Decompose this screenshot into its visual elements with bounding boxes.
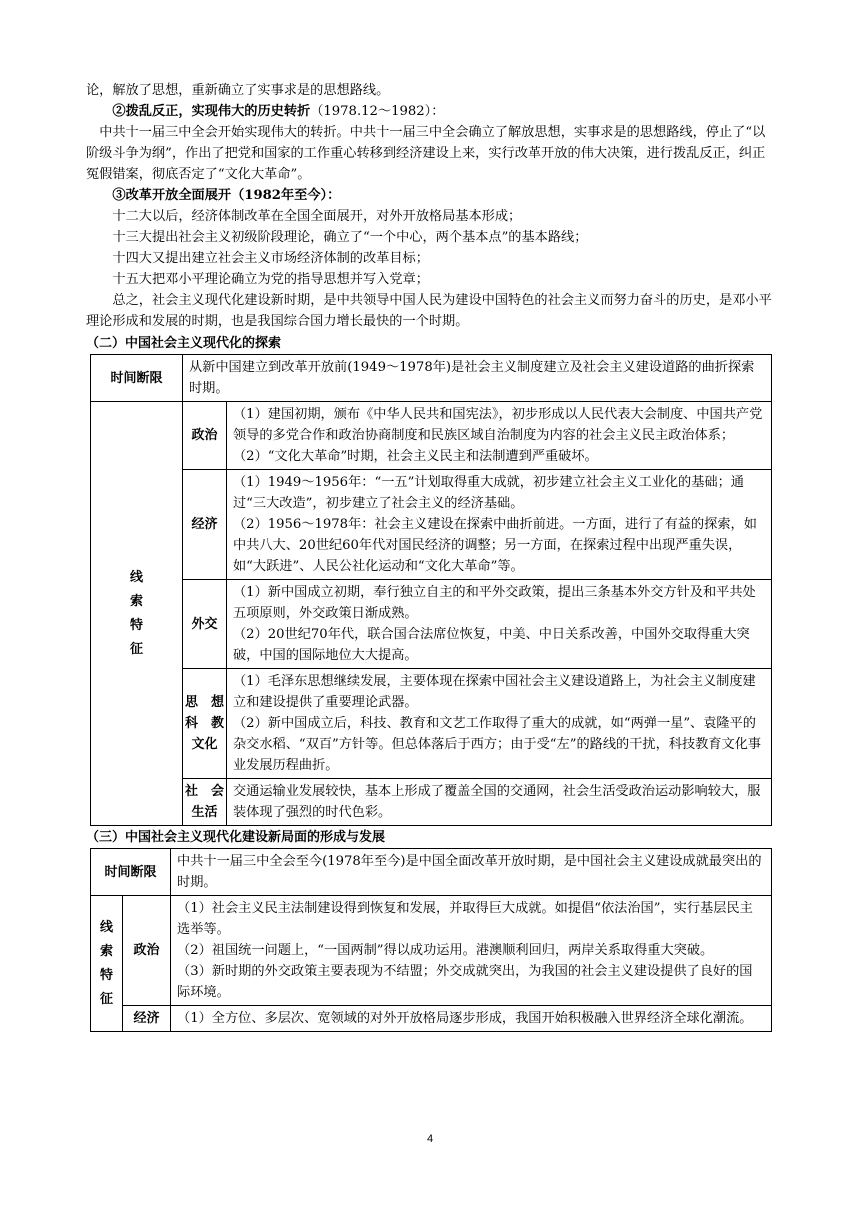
features-label-char: 索 [129,593,143,609]
row-label-diplomacy: 外交 [183,580,227,669]
row-paragraph: （2）“文化大革命”时期，社会主义民主和法制遭到严重破坏。 [233,449,598,464]
table-row [91,849,772,896]
row-paragraph: （1）新中国成立初期，奉行独立自主的和平外交政策，提出三条基本外交方针及和平共处五项原则，外交政策日渐成熟。 [233,585,756,621]
heading-turning-point-date: （1978.12～1982）： [310,104,445,119]
features-label-char: 线 [129,569,143,585]
heading-reform: ③改革开放全面展开（1982年至今）： [112,188,341,203]
row-body-economy [227,470,772,580]
section-2-table [90,354,772,826]
row-body-politics [171,896,772,1006]
section-3-title: （三）中国社会主义现代化建设新局面的形成与发展 [86,830,386,845]
period-label: 时间断限 [91,355,183,402]
row-label-economy: 经济 [123,1006,171,1032]
table-row [91,470,772,580]
row-body-diplomacy [227,580,772,669]
row-paragraph: （2）祖国统一问题上，“一国两制”得以成功运用。港澳顺利回归，两岸关系取得重大突破。 [177,943,714,958]
row-paragraph: （2）20世纪70年代，联合国合法席位恢复，中美、中日关系改善，中国外交取得重大突破，中国的国际地位大大提高。 [233,627,750,663]
row-label-line: 科 教 [185,716,225,731]
table-row [91,402,772,470]
row-paragraph: （3）新时期的外交政策主要表现为不结盟；外交成就突出，为我国的社会主义建设提供了良好的国际环境。 [177,964,753,1000]
row-label-line: 生活 [191,805,218,820]
reform-line-2: 十三大提出社会主义初级阶段理论，确立了“一个中心，两个基本点”的基本路线； [112,230,588,245]
row-label-line: 社 会 [185,784,225,799]
document-page [86,80,778,1032]
table-row [91,355,772,402]
features-label-char: 征 [129,641,143,657]
row-paragraph: （1）建国初期，颁布《中华人民共和国宪法》，初步形成以人民代表大会制度、中国共产党领导的多党合作和政治协商制度和民族区域自治制度为内容的社会主义民主政治体系； [233,407,763,443]
row-label-line: 文化 [191,737,218,752]
row-body-society [227,779,772,826]
reform-line-1: 十二大以后，经济体制改革在全国全面展开，对外开放格局基本形成； [112,209,522,224]
features-label-char: 线 [99,919,113,935]
features-label-char: 特 [99,967,113,983]
heading-turning-point [86,101,778,122]
row-paragraph: （1）全方位、多层次、宽领域的对外开放格局逐步形成，我国开始积极融入世界经济全球化潮流。 [177,1011,753,1026]
table-row [91,896,772,1006]
features-label-char: 索 [99,943,113,959]
page-number: 4 [426,1133,434,1145]
row-paragraph: （2）新中国成立后，科技、教育和文艺工作取得了重大的成就，如“两弹一星”、袁隆平的杂交水稻、“双百”方针等。但总体落后于西方；由于受“左”的路线的干扰，科技教育文化事业发展历程曲折。 [233,716,762,773]
reform-line-4: 十五大把邓小平理论确立为党的指导思想并写入党章； [112,272,429,287]
intro-line-0: 论，解放了思想，重新确立了实事求是的思想路线。 [86,83,390,98]
row-label-society [183,779,227,826]
row-body-economy [171,1006,772,1032]
row-label-politics: 政治 [123,896,171,1006]
row-label-culture [183,669,227,779]
section-3-table [90,848,772,1032]
turning-point-paragraph: 中共十一届三中全会开始实现伟大的转折。中共十一届三中全会确立了解放思想，实事求是的思想路线，停止了“以阶级斗争为纲”，作出了把党和国家的工作重心转移到经济建设上来，实行改革开放的伟大决策，进行拨乱反正，纠正冤假错案，彻底否定了“文化大革命”。 [86,125,766,182]
table-row [91,669,772,779]
row-label-politics: 政治 [183,402,227,470]
row-label-line: 思 想 [185,695,225,710]
reform-summary: 总之，社会主义现代化建设新时期，是中共领导中国人民为建设中国特色的社会主义而努力奋斗的历史，是邓小平理论形成和发展的时期，也是我国综合国力增长最快的一个时期。 [86,293,772,329]
row-body-politics [227,402,772,470]
row-paragraph: （2）1956～1978年：社会主义建设在探索中曲折前进。一方面，进行了有益的探索，如中共八大、20世纪60年代对国民经济的调整；另一方面，在探索过程中出现严重失误，如“大跃进”、人民公社化运动和“文化大革命”等。 [233,517,757,574]
table-row [91,580,772,669]
table-row [91,1006,772,1032]
period-label: 时间断限 [91,849,171,896]
reform-line-3: 十四大又提出建立社会主义市场经济体制的改革目标； [112,251,429,266]
row-body-culture [227,669,772,779]
features-label [91,402,183,826]
features-label-char: 征 [99,991,113,1007]
section-2-title: （二）中国社会主义现代化的探索 [86,336,282,351]
features-label-char: 特 [129,617,143,633]
row-paragraph: 交通运输业发展较快，基本上形成了覆盖全国的交通网，社会生活受政治运动影响较大，服装体现了强烈的时代色彩。 [233,784,761,820]
row-paragraph: （1）1949～1956年：“一五”计划取得重大成就，初步建立社会主义工业化的基础；通过“三大改造”，初步建立了社会主义的经济基础。 [233,475,744,511]
features-label [91,896,123,1032]
table-row [91,779,772,826]
heading-turning-point-text: ②拨乱反正，实现伟大的历史转折 [112,104,311,119]
period-text: 中共十一届三中全会至今(1978年至今)是中国全面改革开放时期，是中国社会主义建设成就最突出的时期。 [171,849,772,896]
row-label-economy: 经济 [183,470,227,580]
row-paragraph: （1）毛泽东思想继续发展，主要体现在探索中国社会主义建设道路上，为社会主义制度建立和建设提供了重要理论武器。 [233,674,756,710]
row-paragraph: （1）社会主义民主法制建设得到恢复和发展，并取得巨大成就。如提倡“依法治国”，实行基层民主选举等。 [177,901,753,937]
period-text: 从新中国建立到改革开放前(1949～1978年)是社会主义制度建立及社会主义建设道路的曲折探索时期。 [183,355,772,402]
